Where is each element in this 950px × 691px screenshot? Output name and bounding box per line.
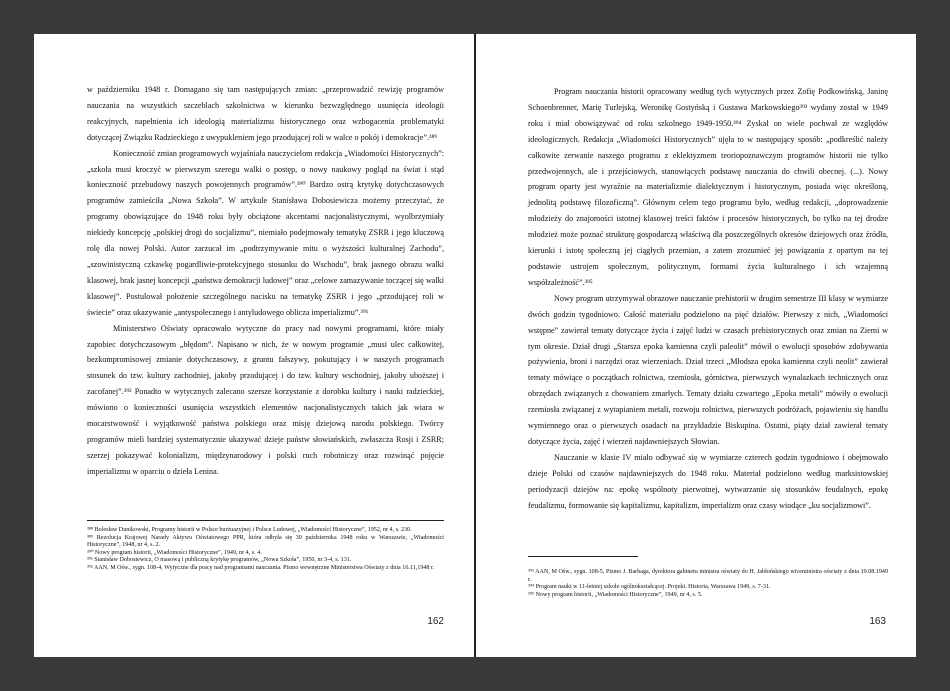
page-number: 162	[427, 616, 444, 627]
page-number: 163	[869, 616, 886, 627]
footnote: ³⁹⁴ Program nauki w 11-letniej szkole ogólnokształcącej. Projekt. Historia, Warszawa 1949, s. 7-31.	[528, 584, 771, 591]
right-footnotes	[528, 569, 888, 599]
footnote: ³⁹² AAN, M Ośw., sygn. 108-4, Wytyczne dla pracy nad programami nauczania. Pismo wewnętrzne Ministerstwa Oświaty z dnia 16.11,1948 r.	[87, 564, 435, 571]
footnote: ³⁸⁸ Bolesław Dunikowski, Programy historii w Polsce burżuazyjnej i Polsce Ludowej, „Wiadomości Historyczne”, 1952, nr 4, s. 230.	[87, 527, 412, 533]
right-page	[476, 34, 916, 657]
paragraph: w październiku 1948 r. Domagano się tam następujących zmian: „przeprowadzić rewizję programów nauczania na wszystkich szczeblach szkolnictwa w kierunku bezwzględnego usunięcia ideologii reakcyjnych, napełnienia ich ideologią materializmu historycznego oraz wzbogacenia problematyki dotyczącej Związku Radzieckiego z uwypukleniem jego przodującej roli w walce o pokój i demokracje”.³⁸⁹	[87, 85, 444, 142]
right-page-body	[528, 84, 888, 513]
paragraph: Konieczność zmian programowych wyjaśniała nauczycielom redakcja „Wiadomości Historycznych”: „szkoła musi kroczyć w pierwszym szeregu walki o postęp, o nowy naukowy pogląd na świat i stąd konieczność przebudowy naszych powojennych programów”.³⁹⁰ Bardzo ostrą krytykę dotychczasowych programów zamieściła „Nowa Szkoła”. W artykule Stanisława Dobosiewicza możemy przeczytać, że programy obowiązujące do 1948 roku były obciążone akcentami nacjonalistycznymi, wyolbrzymiały niekiedy koncepcję „polskiej drogi do socjalizmu”, niemiało podejmowały tematykę ZSRR i jego kluczową rolę dla nowej Polski. Autor zarzucał im „podtrzymywanie mitu o wyższości kulturalnej Zachodu”, „szowinistyczną czkawkę pogardliwie-protekcyjnego stosunku do Wschodu”, brak jasnego obrazu walki klasowej, brak jasnej koncepcji „państwa demokracji ludowej” oraz „celowe zamazywanie toczącej się walki klasowej”. Postulował położenie szczególnego nacisku na tematykę ZSRR i jego „przodującej roli w świecie” oraz ukazywanie „antyspołecznego i antyludowego oblicza imperializmu”.³⁹¹	[87, 148, 444, 317]
paragraph: Nauczanie w klasie IV miało odbywać się w wymiarze czterech godzin tygodniowo i obejmowało dzieje Polski od czasów najdawniejszych do 1948 roku. Materiał podzielono według marksistowskiej periodyzacji dziejów na: epokę wspólnoty pierwotnej, wytwarzanie się stosunków feudalnych, epokę feudalizmu, formowanie się kapitalizmu, kapitalizm, imperializm oraz czasy wiodące „ku socjalizmowi”.	[528, 452, 888, 510]
footnote: ³⁹³ AAN, M Ośw., sygn. 108-5, Pismo J. Barbaga, dyrektora gabinetu ministra oświaty do H. Jabłońskiego wiceministra oświaty z dnia 19.08.1949 r.	[528, 569, 888, 583]
left-page-body	[87, 82, 444, 480]
footnote: ³⁹¹ Stanisław Dobosiewicz, O masową i publiczną krytykę programów, „Nowa Szkoła”, 1950, nr 3-4, s. 131.	[87, 557, 352, 564]
footnote: ³⁹⁵ Nowy program historii, „Wiadomości Historyczne”, 1949, nr 4, s. 5.	[528, 591, 703, 598]
left-page	[34, 34, 474, 657]
footnote: ³⁹⁰ Nowy program historii, „Wiadomości Historyczne”, 1949, nr 4, s. 4.	[87, 549, 262, 556]
left-footnotes	[87, 520, 444, 573]
paragraph: Nowy program utrzymywał obrazowe nauczanie prehistorii w drugim semestrze III klasy w wymiarze dwóch godzin tygodniowo. Całość materiału podzielono na pięć działów. Pierwszy z nich, „Wiadomości wstępne” zawierał tematy dotyczące życia i zajęć ludzi w czasach prehistorycznych oraz zmian na Ziemi w tym okresie. Dział drugi „Starsza epoka kamienna czyli paleolit” mówił o ewolucji sposobów zdobywania pożywienia, broni i narzędzi oraz wierzeniach. Dział trzeci „Młodsza epoka kamienna czyli neolit” zawierał tematy mówiące o początkach rolnictwa, rzemiosła, górnictwa, pierwszych wynalazkach technicznych oraz obrzędach związanych z chowaniem zmarłych. Tematy działu czwartego „Epoka metali” mówiły o ewolucji rzemiosła związanej z wytapianiem metali, rozwoju rolnictwa, pierwszych podróżach, pojawieniu się handlu wymiennego oraz o pierwszych osadach na przykładzie Biskupina. Ostatni, piąty dział zawierał tematy dotyczące życia, zajęć i wierzeń najdawniejszych Słowian.	[528, 293, 888, 446]
paragraph: Program nauczania historii opracowany według tych wytycznych przez Zofię Podkowińską, Janinę Schoenbrenner, Marię Turlejską, Weronikę Gostyńską i Gustawa Markowskiego³⁹³ wydany został w 1949 roku i miał obowiązywać od roku szkolnego 1949-1950.³⁹⁴ Zyskał on wiele pochwał ze względów ideologicznych. Redakcja „Wiadomości Historycznych” ujęła to w następujący sposób: „podkreślić należy całkowite zerwanie naszego programu z eklektyzmem teoriopoznawczym programów historii nie tylko przedwojennych, ale i przejściowych, stanowiących podstawę nauczania do chwili obecnej. (...). Nowy program oparty jest wyraźnie na materializmie dialektycznym i historycznym, posiada więc określoną, jednolitą podstawę filozoficzną”. Głównym celem tego programu było, według redakcji, „doprowadzenie młodzieży do znajomości istotnej klasowej treści faktów i procesów historycznych, bo tylko na tej drodze młodzież może poznać strukturę gospodarczą właściwą dla poszczególnych okresów dziejowych oraz źródła, kierunki i istotę społeczną jej ciągłych przemian, a zatem zrozumieć jej powiązania z opartym na tej podstawie ustrojem społecznym, politycznym, formami życia kulturalnego i ich wzajemną współzależność”.³⁹⁵	[528, 87, 888, 287]
footnote-rule	[528, 556, 638, 557]
footnote: ³⁸⁹ Rezolucja Krajowej Narady Aktywu Oświatowego PPR, która odbyła się 30 października 1948 roku w Warszawie, „Wiadomości Historyczne”, 1948, nr 4, s. 2.	[87, 534, 444, 549]
paragraph: Ministerstwo Oświaty opracowało wytyczne do pracy nad nowymi programami, które miały zapobiec dotychczasowym „błędom”. Napisano w nich, że w nowym programie „musi ulec całkowitej, bezkompromisowej zmianie dotychczasowy, z gruntu fałszywy, pokutujący i w naszych programach stosunek do tzw. kultury zachodniej, jakoby przodującej i do tzw. kultury wschodniej, jakoby uboższej i zacofanej”.³⁹² Ponadto w wytycznych zalecano szersze korzystanie z dorobku kultury i nauki radzieckiej, mówiono o konieczności usunięcia wszystkich elementów nacjonalistycznych takich jak wiara w mocarstwowość i wyjątkowość państwa polskiego oraz misję dziejową narodu polskiego. Twórcy programów mieli bardziej systematycznie ukazywać dzieje państw słowiańskich, zwłaszcza Rosji i ZSRR; szerzej pokazywać kolonializm, międzynarodowy i polski ruch robotniczy oraz rozwinąć pojęcie imperializmu w oparciu o dzieła Lenina.	[87, 323, 444, 476]
